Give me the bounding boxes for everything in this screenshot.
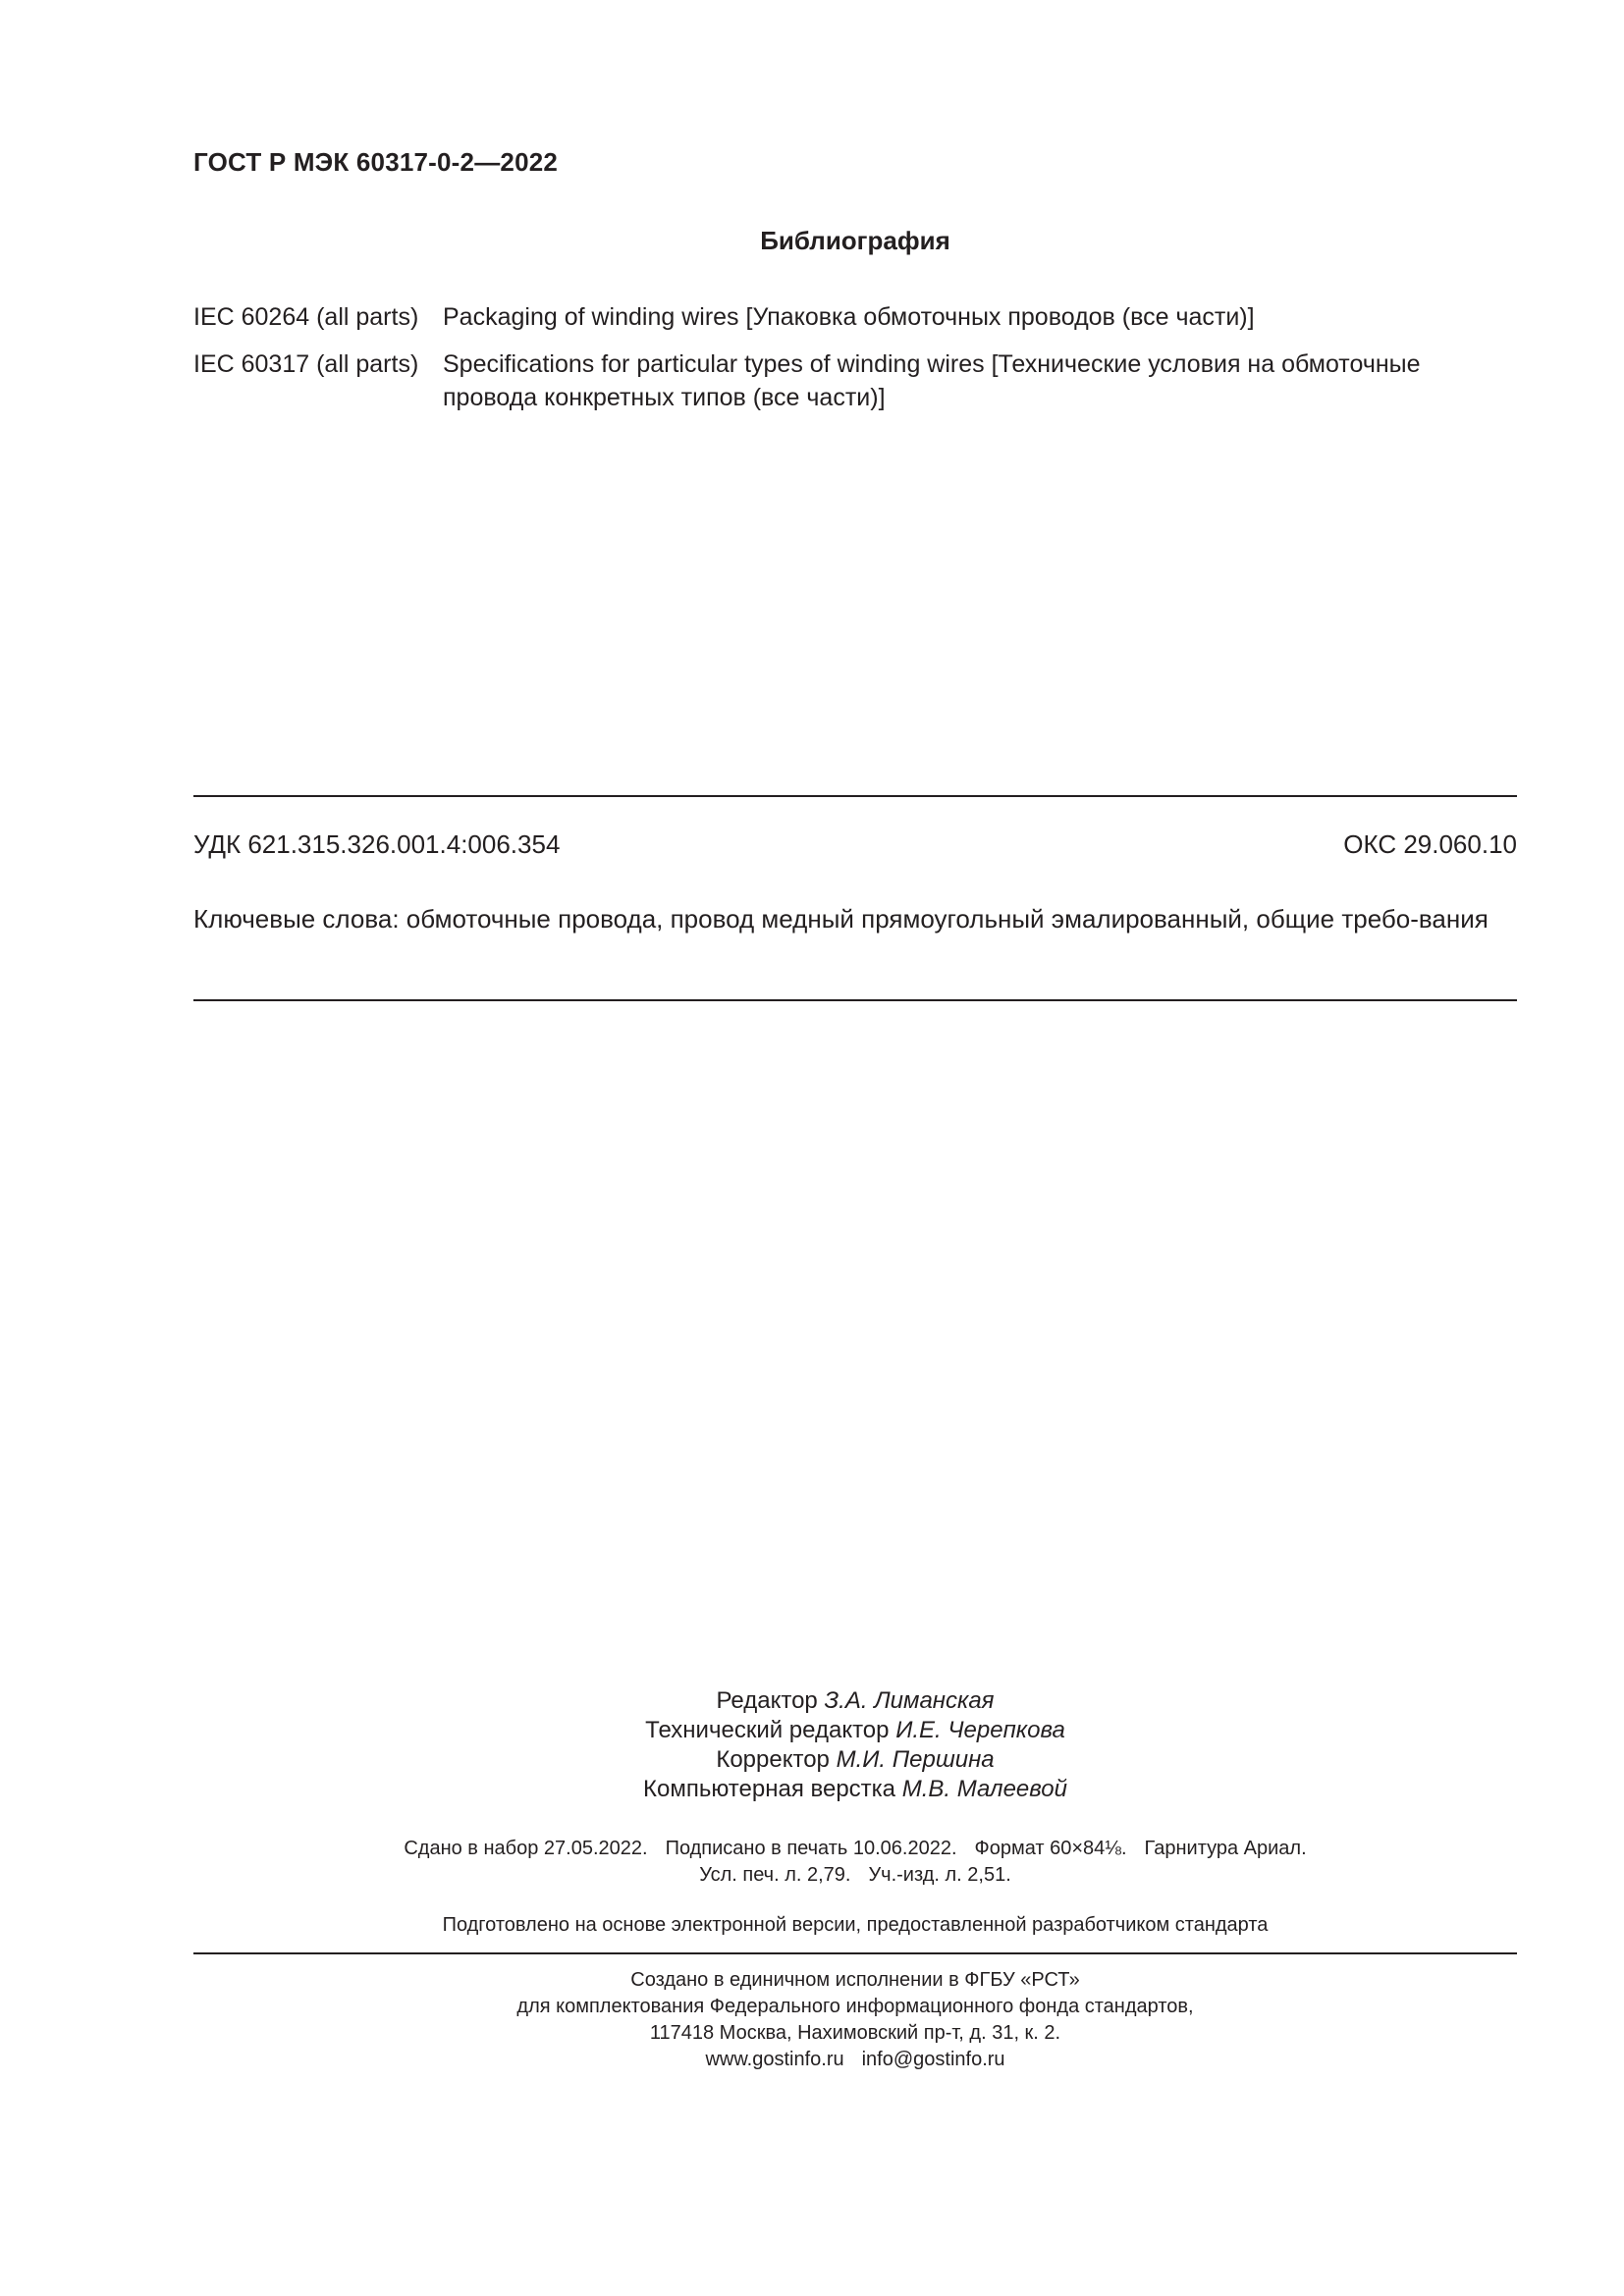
publisher-contacts <box>193 2047 1517 2073</box>
publisher-line: для комплектования Федерального информационного фонда стандартов, <box>516 1996 1194 2017</box>
publisher-line: Создано в единичном исполнении в ФГБУ «РСТ» <box>630 1969 1080 1991</box>
bibliography-entry <box>193 347 1517 414</box>
keywords: Ключевые слова: обмоточные провода, провод медный прямоугольный эмалированный, общие требо-вания <box>193 904 1489 934</box>
divider-bottom <box>193 1952 1517 1954</box>
udc-code: УДК 621.315.326.001.4:006.354 <box>193 829 561 859</box>
credit-proofreader: Корректор М.И. Першина <box>716 1746 995 1773</box>
document-code: ГОСТ Р МЭК 60317-0-2—2022 <box>193 147 559 177</box>
credit-editor: Редактор З.А. Лиманская <box>716 1687 995 1714</box>
bibliography-text: Specifications for particular types of winding wires [Технические условия на обмоточные провода конкретных типов (все части)] <box>443 350 1421 411</box>
publisher-block <box>193 1967 1517 2073</box>
document-page <box>193 0 1517 2296</box>
website-link[interactable]: www.gostinfo.ru <box>705 2049 844 2070</box>
prepared-note: Подготовлено на основе электронной версии, предоставленной разработчиком стандарта <box>442 1914 1269 1936</box>
publisher-line: 117418 Москва, Нахимовский пр-т, д. 31, к. 2. <box>649 2022 1061 2044</box>
credit-layout: Компьютерная верстка М.В. Малеевой <box>643 1776 1067 1802</box>
divider-top <box>193 795 1517 797</box>
bibliography-ref: IEC 60317 (all parts) <box>193 350 419 378</box>
print-info <box>193 1836 1517 1889</box>
bibliography-text: Packaging of winding wires [Упаковка обмоточных проводов (все части)] <box>443 303 1255 331</box>
print-info-line-2: Усл. печ. л. 2,79. Уч.-изд. л. 2,51. <box>699 1864 1011 1886</box>
bibliography-entry <box>193 300 1517 334</box>
email-link[interactable]: info@gostinfo.ru <box>861 2049 1005 2070</box>
classification-row <box>193 829 1517 860</box>
bibliography-ref: IEC 60264 (all parts) <box>193 303 419 331</box>
bibliography-list <box>193 300 1517 428</box>
print-info-line-1: Сдано в набор 27.05.2022. Подписано в печать 10.06.2022. Формат 60×84⅛. Гарнитура Ариал. <box>404 1838 1307 1859</box>
credits-block <box>193 1686 1517 1804</box>
credit-tech-editor: Технический редактор И.Е. Черепкова <box>645 1717 1065 1743</box>
divider-middle <box>193 999 1517 1001</box>
bibliography-title: Библиография <box>760 226 950 255</box>
oks-code: ОКС 29.060.10 <box>1343 829 1517 859</box>
